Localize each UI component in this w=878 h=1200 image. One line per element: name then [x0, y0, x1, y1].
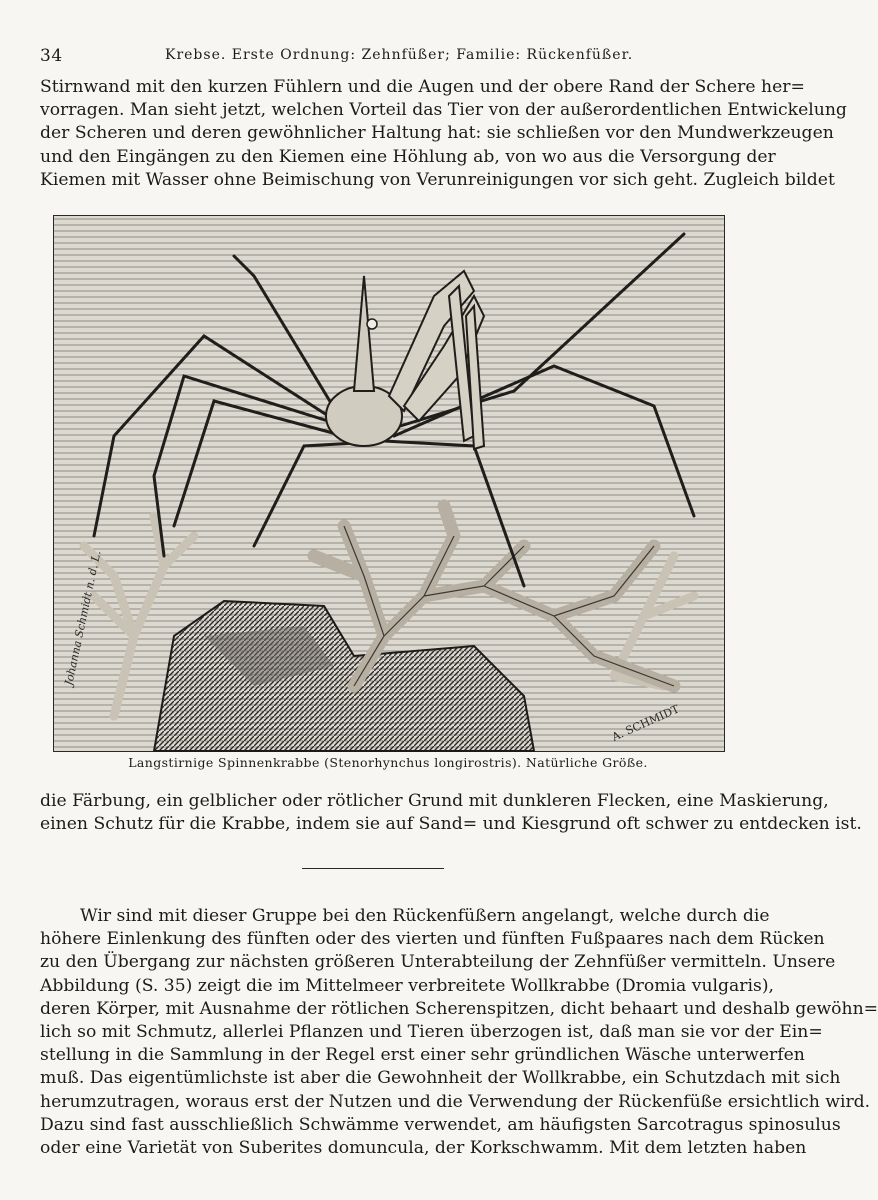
text-line: Wir sind mit dieser Gruppe bei den Rückenfüßern angelangt, welche durch die: [80, 906, 770, 926]
text-line: oder eine Varietät von Suberites domuncula, der Korkschwamm. Mit dem letzten haben: [40, 1138, 807, 1159]
text-line: deren Körper, mit Ausnahme der rötlichen Scherenspitzen, dicht behaart und deshalb gewöhn=: [40, 998, 878, 1019]
text-line: die Färbung, ein gelblicher oder rötlicher Grund mit dunkleren Flecken, eine Maskierung,: [40, 791, 829, 811]
text-line: höhere Einlenkung des fünften oder des vierten und fünften Fußpaares nach dem Rücken: [40, 929, 825, 950]
text-line: zu den Übergang zur nächsten größeren Unterabteilung der Zehnfüßer vermitteln. Unsere: [40, 952, 836, 973]
text-line: herumzutragen, woraus erst der Nutzen und die Verwendung der Rückenfüße ersichtlich wird.: [40, 1091, 871, 1112]
text-line: Abbildung (S. 35) zeigt die im Mittelmeer verbreitete Wollkrabbe (Dromia vulgaris),: [40, 975, 774, 996]
paragraph-continuation: [40, 790, 862, 836]
paragraph-intro: [40, 76, 847, 192]
text-line: und den Eingängen zu den Kiemen eine Höhlung ab, von wo aus die Versorgung der: [40, 146, 776, 167]
page-number: 34: [40, 46, 63, 66]
figure-caption: Langstirnige Spinnenkrabbe (Stenorhynchus longirostris). Natürliche Größe.: [128, 755, 648, 770]
signature-right: A. SCHMIDT: [609, 702, 682, 744]
paragraph-wollkrabbe: [40, 905, 878, 1160]
text-line: muß. Das eigentümlichste ist aber die Gewohnheit der Wollkrabbe, ein Schutzdach mit sich: [40, 1068, 841, 1089]
text-line: vorragen. Man sieht jetzt, welchen Vorteil das Tier von der außerordentlichen Entwickelung: [40, 100, 847, 121]
running-title: Krebse. Erste Ordnung: Zehnfüßer; Familie: Rückenfüßer.: [165, 47, 634, 63]
text-line: Dazu sind fast ausschließlich Schwämme verwendet, am häufigsten Sarcotragus spinosulus: [40, 1114, 841, 1135]
text-line: Kiemen mit Wasser ohne Beimischung von Verunreinigungen vor sich geht. Zugleich bildet: [40, 169, 835, 190]
section-divider: [302, 868, 444, 869]
engraving-drawing: [54, 216, 724, 751]
text-line: einen Schutz für die Krabbe, indem sie auf Sand= und Kiesgrund oft schwer zu entdecken ist.: [40, 814, 862, 835]
running-head: [40, 44, 740, 66]
text-line: Stirnwand mit den kurzen Fühlern und die Augen und der obere Rand der Schere her=: [40, 77, 805, 97]
spider-crab-illustration: [53, 215, 725, 752]
signature-left: Johanna Schmidt n. d. L.: [62, 549, 104, 687]
text-line: stellung in die Sammlung in der Regel erst einer sehr gründlichen Wäsche unterwerfen: [40, 1045, 805, 1066]
text-line: der Scheren und deren gewöhnlicher Haltung hat: sie schließen vor den Mundwerkzeugen: [40, 123, 834, 144]
text-line: lich so mit Schmutz, allerlei Pflanzen und Tieren überzogen ist, daß man sie vor der Ein=: [40, 1022, 823, 1043]
